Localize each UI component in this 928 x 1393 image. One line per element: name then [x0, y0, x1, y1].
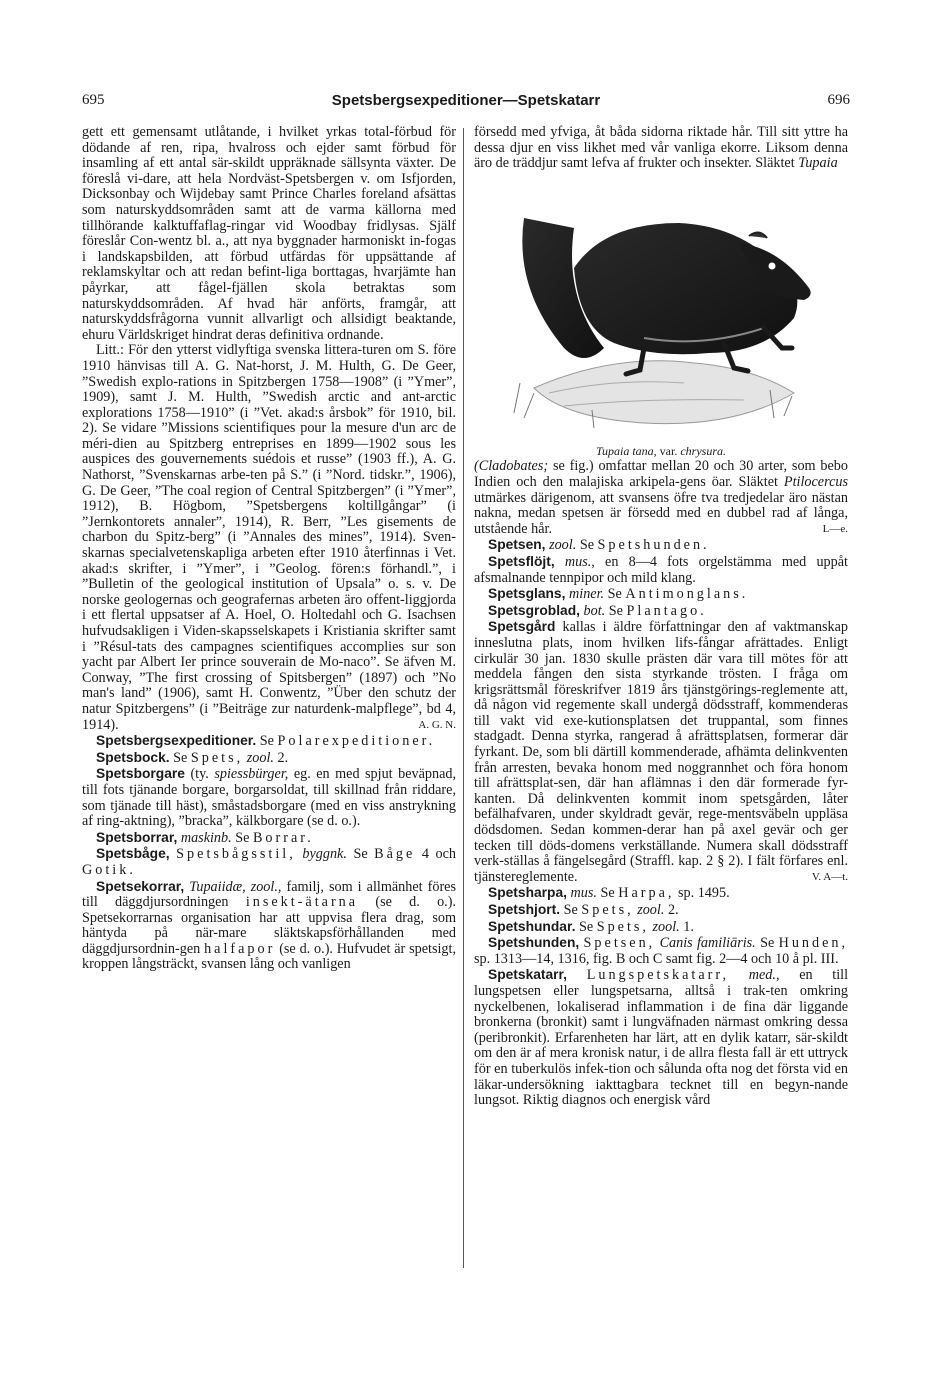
body-text: försedd med yfviga, åt båda sidorna riktade hår. Till sitt yttre ha dessa djur en viss likhet med vår vanliga ekorre. Liksom denna äro de träddjur samt lefva af frukter och insekter. Släktet [474, 124, 848, 172]
headword: Spetsglans, [488, 586, 566, 602]
author-signature: L—e. [822, 522, 848, 535]
headword: Spetsgård [488, 619, 556, 635]
author-signature: A. G. N. [418, 718, 456, 731]
entry-text: Se [760, 935, 775, 952]
cross-reference-link[interactable]: Båge [374, 846, 416, 863]
entry-text: Se [259, 733, 274, 750]
genus-name: Tupaia [798, 155, 838, 172]
field-abbreviation: mus. [570, 885, 597, 902]
tree-shrew-illustration [494, 178, 824, 440]
entry-spetsharpa [474, 885, 848, 902]
running-header [82, 92, 850, 114]
left-column [82, 125, 456, 973]
cross-reference-link[interactable]: insekt-ätarna [245, 894, 359, 911]
cross-reference-link[interactable]: halfapor [204, 940, 276, 957]
field-abbreviation: maskinb. [180, 829, 232, 846]
cross-reference-link[interactable]: Antimonglans. [625, 586, 749, 603]
entry-text: Se [353, 846, 368, 863]
field-abbreviation: zool., [250, 878, 282, 895]
cross-reference-link[interactable]: Spetsen, [583, 935, 656, 952]
figure-tree-shrew [474, 178, 848, 440]
running-title: Spetsbergsexpeditioner—Spetskatarr [331, 92, 601, 109]
entry-text: 2. [667, 902, 679, 918]
cross-reference-link[interactable]: Borrar. [252, 829, 314, 846]
cross-reference-link[interactable]: Plantago. [626, 602, 707, 619]
entry-text: Se [608, 602, 623, 619]
entry-spetsekorrar [82, 879, 456, 974]
body-text: utmärkes därigenom, att svansens öfre tva tredjedelar äro nästan nakna, medan spetsen är försedd med en dubbel rad af långa, utstående hår. [474, 489, 848, 537]
entry-spetsgard [474, 619, 848, 885]
column-divider [463, 128, 464, 1268]
caption-variety: chrysura. [680, 443, 727, 458]
headword: Spetshjort. [488, 902, 561, 917]
entry-spetshundar [474, 919, 848, 936]
caption-species: Tupaia tana, [595, 443, 657, 458]
entry-spetshjort [474, 902, 848, 919]
latin-name: Canis familiāris. [659, 935, 756, 952]
entry-text: Se [235, 829, 250, 846]
entry-text: en 8—4 fots orgelstämma med uppåt afsmalnande tennpipor och mild klang. [474, 553, 848, 586]
entry-text: 1. [683, 918, 694, 935]
field-abbreviation: miner. [569, 586, 605, 603]
headword: Spetsflöjt, [488, 553, 555, 569]
entry-text: Se [607, 586, 622, 603]
entry-text: Se [600, 885, 615, 902]
genus-name: (Cladobates; [474, 458, 549, 475]
bibliography-paragraph [82, 343, 456, 733]
field-abbreviation: zool. [549, 537, 577, 554]
genus-name: Ptilocercus [783, 473, 849, 490]
field-abbreviation: zool. [652, 918, 680, 935]
body-paragraph [474, 459, 848, 537]
figure-caption [474, 444, 848, 460]
cross-reference-link[interactable]: Lungspetskatarr, [586, 967, 730, 984]
bibliography-text: Litt.: För den ytterst vidlyftiga svenska littera-turen om S. före 1910 hänvisas till A. G. Nat-horst, J. M. Hulth, G. De Geer, ”Swedish explo-rations in Spitzbergen 1758—1908” (i ”Ymer”, 1909), samt J. M. Hulth, ”Swedish arctic and ant-arctic explorations 1758—1910” (i ”Vet. akad:s årsbok” för 1910, bil. 2). Se vidare ”Missions scientifiques pour la mesure d'un arc de méri-dien au Spitzberg entreprises en 1899—1902 sous les auspices des gouvernements suédois et russe” (1903 ff.), A. G. Nathorst, ”Svenskarnas arbe-ten på S.” (i ”Nord. tidskr.”, 1906), G. De Geer, ”The coal region of Central Spitzbergen” (i ”Ymer”, 1912), B. Högbom, ”Spetsbergens koltillgångar” (i ”Jernkontorets annaler”, 1914), R. Berr, ”Les gisements de charbon du Spitz-berg” (i ”Annales des mines”, 1914). Sven-skarnas specialvetenskapliga arbeten efter 1910 återfinnas i Vet. akad:s skrifter, i ”Ymer”, i ”Geolog. fören:s förhandl.”, i ”Bulletin of the geological institution of Upsala” o. s. v. De norske geologernas och geografernas arbeten äro offent-liggjorda i ett flertal uppsatser af A. Hoel, O. Holtedahl och G. Isachsen hufvudsakligen i Viden-skapsselskapets i Kristiania skrifter samt i ”Résul-tats des campagnes scientifiques accomplies sur son yacht par Albert Ier prince souverain de Mo-naco”. Se äfven M. Conway, ”The first crossing of Spitsbergen” (1897) och ”No man's land” (1906), samt H. Conwentz, ”Über den schutz der natur Spitzbergens” (i ”Beiträge zur naturdenk-malpflege”, bd 4, 1914). [82, 342, 456, 733]
field-abbreviation: zool. [246, 749, 274, 766]
entry-text: eg. en med spjut beväpnad, till fots tjänande borgare, borgarsoldat, till skillnad från riddare, som tjänade till häst), småstadsborgare (med en viss anstrykning af ring-aktning), ”bracka”, kälkborgare (se d. o.). [82, 766, 457, 830]
entry-spetsglans [474, 586, 848, 603]
entry-text: Se [578, 918, 594, 935]
headword: Spetsbock. [96, 749, 170, 765]
cross-reference-link[interactable]: Spets, [596, 918, 649, 935]
headword: Spetskatarr, [488, 967, 567, 983]
entry-spetskatarr [474, 967, 848, 1108]
author-signature: V. A—t. [811, 870, 848, 883]
entry-spetsbage [82, 846, 456, 878]
latin-name: Tupaiidæ, [189, 878, 246, 895]
etymology: spiessbürger, [214, 766, 289, 783]
cross-reference-link[interactable]: Harpa, [618, 885, 675, 902]
entry-text: kallas i äldre författningar den af vaktmanskap inneslutna plats, inom hvilken lifs-fångar afrättades. Enligt cirkulär 30 jan. 1830 skulle prästen där vara till mötes för att meddela fången den sista styrkande trösten. I fråga om krigsrättsmål föreskrifver 1819 års tjänstgörings-reglemente att, då någon vid regemente skall undergå dödsstraff, kommenderas till vakt vid exe-kutionsplatsen det truppantal, som finnes stadgadt. Denna styrka, rangerad å afrättsplatsen, formerar där fyrkant. De, som bli därtill kommenderade, afhämta delinkventen från arresten, bevaka honom med noggrannhet och föra honom till afrättsplat-sen, där han aflämnas i den där formerade fyr-kanten. Då delinkventen kommit inom spetsgården, låter befälhafvaren, under skyldradt gevär, rege-mentsväbeln uppläsa dödsdomen. Sedan kommen-derar han på axel gevär och ger tecken till döds-domens verkställande. Numera skall dödsstraff verk-ställas å fängelsegård (Straffl. kap. 2 § 2). I fält förfares enl. tjänstereglemente. [474, 619, 848, 885]
field-abbreviation: med., [748, 967, 780, 984]
headword: Spetshundar. [488, 918, 576, 934]
field-abbreviation: byggnk. [302, 846, 347, 863]
entry-text: familj, som i allmänhet föres till däggdjursordningen [82, 878, 456, 911]
right-column [474, 125, 848, 1109]
entry-text: Se [563, 902, 578, 918]
entry-text: 2. [277, 749, 289, 766]
body-paragraph: gett ett gemensamt utlåtande, i hvilket yrkas total-förbud för dödande af ren, ripa, hvalross och ejder samt förbud för insamling af ett antal sär-skildt uppräknade sällsynta växter. De föreslå vi-dare, att hela Nordväst-Spetsbergen v. om Isfjorden, Dicksonbay och Wijdebay samt Prince Charles foreland afsättas som naturskyddsområden samt att de varma källorna med tillhörande kalktuffaflag-ringar vid Woodbay fridlysas. Själf föreslår Con-wentz bl. a., att nya byggnader harmoniskt in-fogas i landskapsbilden, att förbud utfärdas för uppsättande af reklamskyltar och att redan befint-liga borttagas, hvarjämte han påyrkar, att fågel-fjällen skola betraktas som naturskyddsområden. Af hvad här anförts, framgår, att naturskyddsfrågorna vunnit allvarligt och allsidigt beaktande, ehuru Världskriget hindrat deras definitiva ordnande. [82, 124, 456, 343]
entry-spetsflojt [474, 554, 848, 586]
caption-var: var. [659, 443, 678, 458]
entry-spetsborgare [82, 766, 456, 829]
cross-reference-link[interactable]: Spets, [581, 902, 634, 918]
headword: Spetsborgare [96, 766, 185, 782]
cross-reference-link[interactable]: Gotik. [82, 861, 136, 878]
cross-reference-link[interactable]: Spetsbågsstil, [176, 846, 296, 863]
body-text: se fig.) omfattar mellan 20 och 30 arter, som bebo Indien och den malajiska arkipela-gens öar. Släktet [474, 458, 848, 490]
entry-text: (ty. [190, 766, 209, 783]
entry-spetsbock [82, 750, 456, 767]
headword: Spetsbergsexpeditioner. [96, 733, 257, 749]
headword: Spetsbåge, [96, 846, 170, 862]
cross-reference-link[interactable]: Spets, [190, 749, 244, 766]
headword: Spetsen, [488, 537, 546, 553]
entry-text: Se [579, 537, 594, 554]
entry-spetsbergsexpeditioner [82, 733, 456, 750]
page-number-left: 695 [82, 92, 105, 108]
entry-text: en till lungspetsen eller lungspetsarna, alltså i trak-ten omkring nyckelbenen, lokaliserad inflammation i de fina där liggande bronkerna (bronkit) samt i lungväfnaden närmast omkring dessa (peribronkit). Erfarenheten har lärt, att en dylik katarr, sär-skildt om den är af mera kronisk natur, i de allra flesta fall är ett uttryck för en tuberkulös infek-tion och sålunda ofta nog det första vid en läkar-undersökning iakttagbara tecknet till en begyn-nande lungsot. Riktig diagnos och energisk vård [474, 967, 849, 1109]
field-abbreviation: mus., [564, 553, 595, 570]
page-number-right: 696 [827, 92, 850, 108]
field-abbreviation: zool. [637, 902, 665, 918]
headword: Spetsgroblad, [488, 602, 580, 618]
headword: Spetsborrar, [96, 829, 178, 845]
headword: Spetsharpa, [488, 885, 567, 901]
cross-reference-link[interactable]: Polarexpeditioner. [277, 733, 436, 750]
headword: Spetshunden, [488, 935, 580, 951]
entry-text: sp. 1313—14, 1316, fig. B och C samt fig. 2—4 och 10 å pl. III. [474, 950, 839, 967]
entry-text: (se d. o.). Hufvudet är spetsigt, kroppen långsträckt, svansen lång och vanligen [82, 940, 456, 973]
cross-reference-link[interactable]: Spetshunden. [597, 537, 710, 554]
cross-reference-link[interactable]: Hunden, [778, 935, 849, 952]
headword: Spetsekorrar, [96, 878, 185, 894]
entry-text: (se d. o.). Spetsekorrarnas organisation har att uppvisa flera drag, som häntyda på när-mare släktskapsförhållanden med däggdjursordnin-gen [82, 894, 457, 957]
entry-spetsborrar [82, 830, 456, 847]
entry-text: Se [173, 749, 188, 766]
entry-spetsen [474, 537, 848, 554]
entry-spetsgroblad [474, 603, 848, 620]
field-abbreviation: bot. [583, 602, 606, 619]
entry-spetshunden [474, 935, 848, 967]
entry-text: sp. 1495. [678, 885, 730, 902]
entry-text: 4 och [421, 846, 456, 863]
body-paragraph [474, 125, 848, 172]
